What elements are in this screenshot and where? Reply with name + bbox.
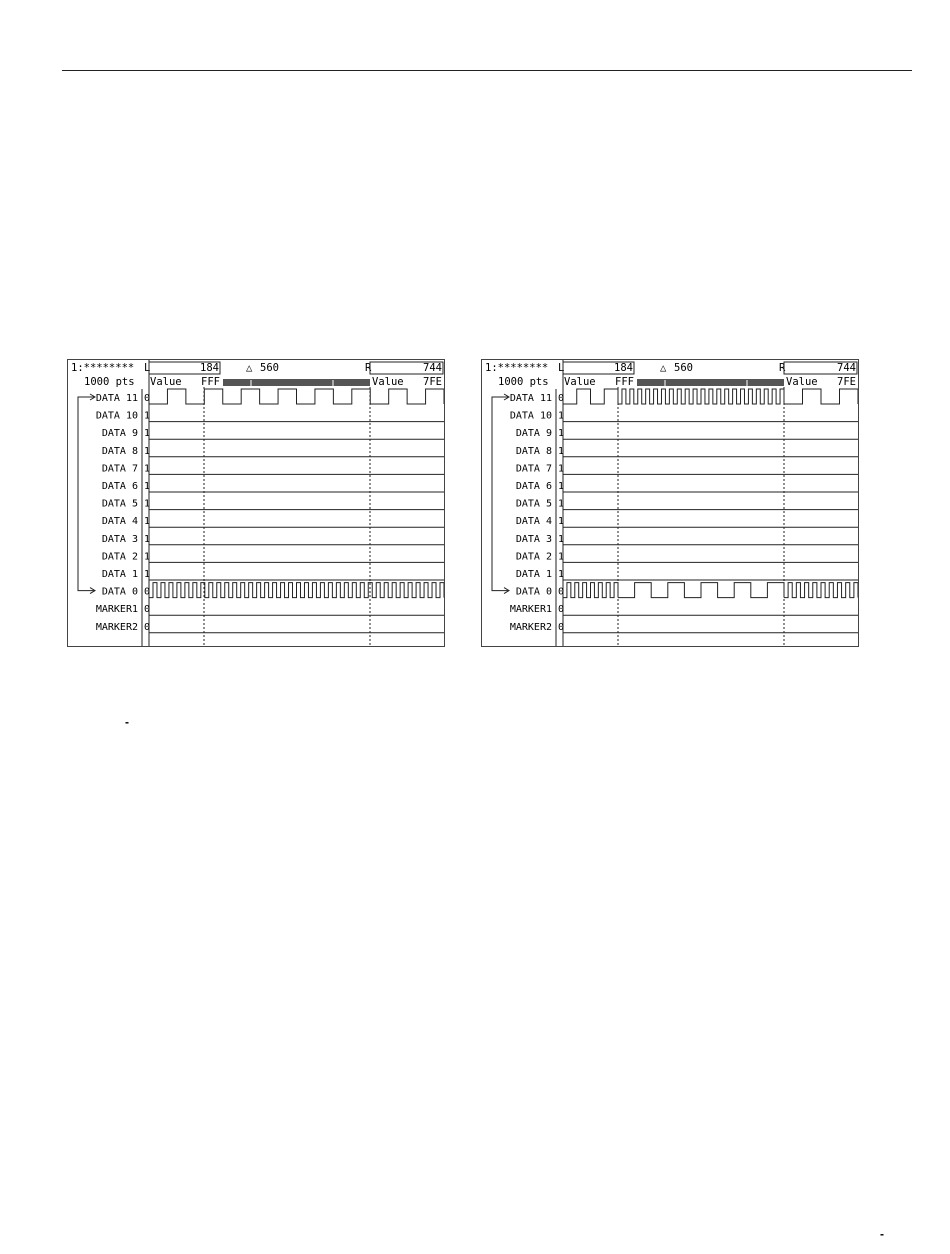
right-value: 7FE bbox=[423, 376, 442, 388]
channel-value: 1 bbox=[144, 463, 151, 475]
channel-value: 1 bbox=[558, 481, 565, 492]
right-value-label: Value bbox=[372, 376, 404, 388]
channel-value: 1 bbox=[558, 428, 565, 440]
channel-name: DATA 4 bbox=[515, 516, 552, 528]
channel-name: DATA 10 bbox=[509, 410, 552, 422]
channel-value: 1 bbox=[558, 569, 565, 580]
right-cursor-letter: R bbox=[779, 362, 786, 374]
channel-value: 1 bbox=[144, 428, 151, 440]
left-cursor-letter: L bbox=[558, 362, 565, 374]
stray-dash-mark: - bbox=[125, 715, 129, 729]
channel-name: DATA 5 bbox=[515, 498, 552, 510]
channel-value: 1 bbox=[558, 463, 565, 475]
channel-value: 1 bbox=[558, 498, 565, 510]
channel-name: DATA 7 bbox=[515, 463, 552, 475]
channel-name: MARKER2 bbox=[509, 621, 552, 633]
channel-name: MARKER1 bbox=[509, 604, 552, 616]
channel-name: DATA 11 bbox=[95, 393, 138, 404]
channel-name: DATA 3 bbox=[515, 533, 552, 545]
channel-value: 0 bbox=[558, 586, 565, 598]
channel-name: DATA 7 bbox=[101, 463, 138, 475]
channel-name: DATA 4 bbox=[101, 516, 138, 528]
channel-value: 1 bbox=[558, 410, 565, 422]
left-cursor-value: 184 bbox=[200, 362, 219, 374]
channel-name: DATA 9 bbox=[101, 428, 138, 440]
channel-name: DATA 0 bbox=[101, 586, 138, 598]
channel-name: DATA 2 bbox=[515, 551, 552, 563]
delta-icon: △ bbox=[660, 362, 667, 374]
channel-name: DATA 6 bbox=[101, 481, 138, 492]
channel-name: MARKER2 bbox=[95, 621, 138, 633]
left-value-label: Value bbox=[150, 376, 182, 388]
channel-value: 1 bbox=[144, 569, 151, 580]
channel-name: DATA 11 bbox=[509, 393, 552, 404]
right-cursor-value: 744 bbox=[423, 362, 442, 374]
channel-value: 0 bbox=[144, 393, 151, 404]
left-cursor-value: 184 bbox=[614, 362, 633, 374]
trigger-label: 1:******** bbox=[71, 362, 135, 374]
channel-value: 0 bbox=[144, 604, 151, 616]
waveform-svg-right bbox=[482, 360, 858, 646]
waveform-trace bbox=[563, 583, 858, 598]
right-cursor-value: 744 bbox=[837, 362, 856, 374]
waveform-trace bbox=[563, 389, 858, 404]
channel-value: 1 bbox=[558, 551, 565, 563]
right-value: 7FE bbox=[837, 376, 856, 388]
delta-value: 560 bbox=[674, 362, 693, 374]
delta-icon: △ bbox=[246, 362, 253, 374]
group-bracket bbox=[78, 397, 94, 591]
page-corner-mark: - bbox=[880, 1227, 884, 1241]
cursor-span-bar bbox=[637, 379, 784, 386]
channel-value: 1 bbox=[144, 481, 151, 492]
channel-value: 1 bbox=[558, 516, 565, 528]
channel-name: MARKER1 bbox=[95, 604, 138, 616]
channel-name: DATA 0 bbox=[515, 586, 552, 598]
channel-value: 1 bbox=[144, 498, 151, 510]
left-value: FFF bbox=[201, 376, 220, 388]
left-value: FFF bbox=[615, 376, 634, 388]
channel-value: 1 bbox=[558, 445, 565, 457]
logic-analyzer-display-left bbox=[67, 359, 445, 647]
channel-name: DATA 5 bbox=[101, 498, 138, 510]
channel-name: DATA 8 bbox=[101, 445, 138, 457]
cursor-span-bar bbox=[223, 379, 370, 386]
channel-value: 0 bbox=[144, 621, 151, 633]
points-label: 1000 pts bbox=[498, 376, 549, 388]
channel-value: 1 bbox=[144, 533, 151, 545]
trigger-label: 1:******** bbox=[485, 362, 549, 374]
header-rule bbox=[62, 70, 912, 71]
channel-name: DATA 9 bbox=[515, 428, 552, 440]
channel-value: 1 bbox=[144, 410, 151, 422]
channel-name: DATA 10 bbox=[95, 410, 138, 422]
waveform-trace bbox=[149, 389, 444, 404]
right-cursor-letter: R bbox=[365, 362, 372, 374]
waveform-trace bbox=[149, 583, 444, 598]
channel-value: 0 bbox=[558, 393, 565, 404]
channel-value: 1 bbox=[558, 533, 565, 545]
channel-value: 1 bbox=[144, 445, 151, 457]
channel-name: DATA 3 bbox=[101, 533, 138, 545]
waveform-svg-left bbox=[68, 360, 444, 646]
channel-name: DATA 6 bbox=[515, 481, 552, 492]
delta-value: 560 bbox=[260, 362, 279, 374]
left-cursor-letter: L bbox=[144, 362, 151, 374]
logic-analyzer-display-right bbox=[481, 359, 859, 647]
left-value-label: Value bbox=[564, 376, 596, 388]
channel-value: 0 bbox=[144, 586, 151, 598]
channel-name: DATA 1 bbox=[101, 569, 138, 580]
channel-value: 1 bbox=[144, 551, 151, 563]
channel-value: 0 bbox=[558, 621, 565, 633]
points-label: 1000 pts bbox=[84, 376, 135, 388]
right-value-label: Value bbox=[786, 376, 818, 388]
channel-value: 0 bbox=[558, 604, 565, 616]
channel-value: 1 bbox=[144, 516, 151, 528]
group-bracket bbox=[492, 397, 508, 591]
channel-name: DATA 1 bbox=[515, 569, 552, 580]
channel-name: DATA 8 bbox=[515, 445, 552, 457]
channel-name: DATA 2 bbox=[101, 551, 138, 563]
